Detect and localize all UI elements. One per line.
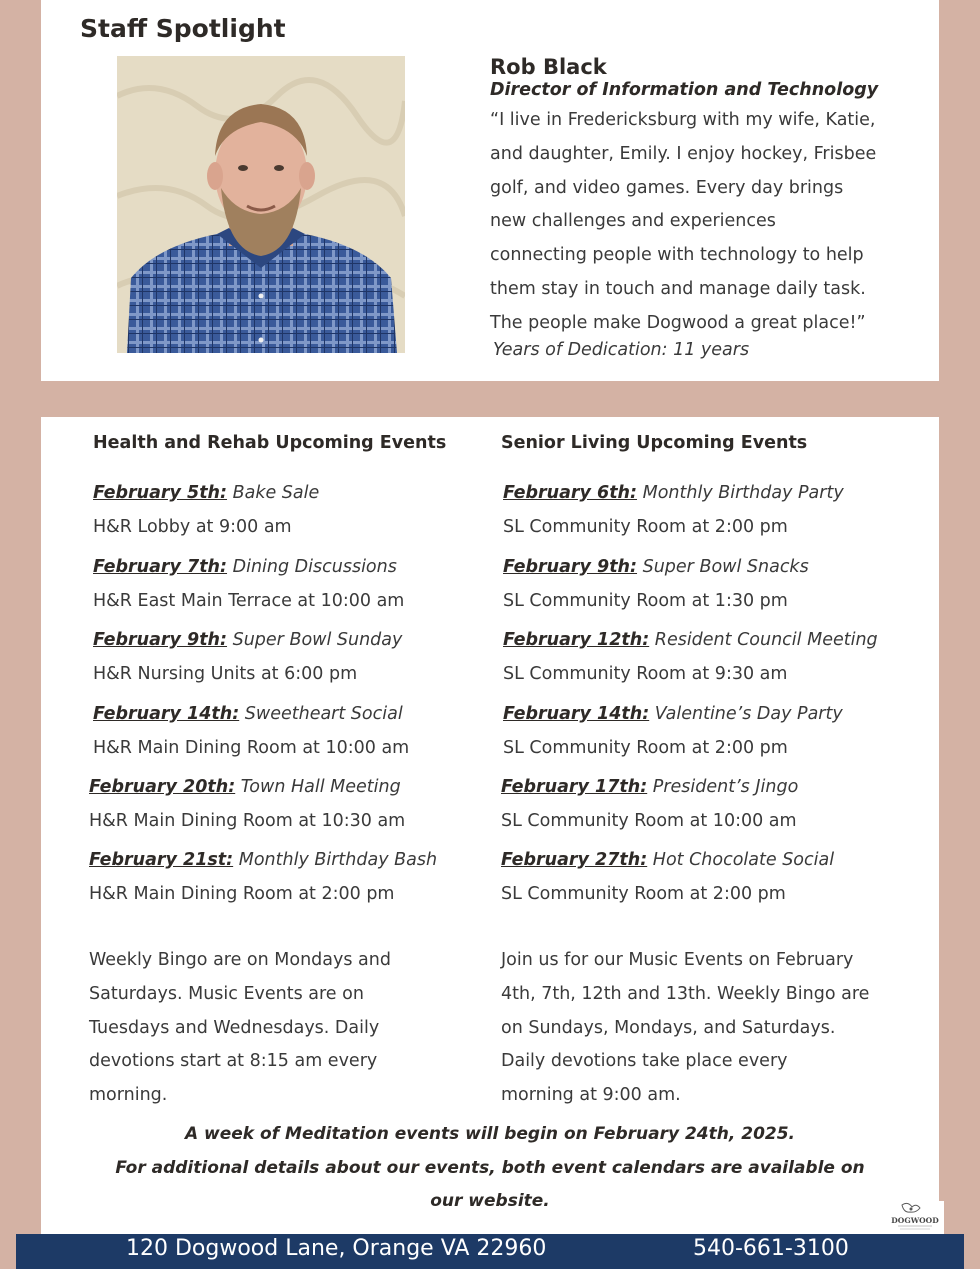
spotlight-heading: Staff Spotlight: [80, 14, 286, 43]
event-title: Resident Council Meeting: [654, 630, 878, 650]
quote-line: The people make Dogwood a great place!”: [490, 312, 866, 333]
logo-text: DOGWOOD: [891, 1216, 939, 1225]
event-title: Town Hall Meeting: [240, 777, 401, 797]
event-title: Valentine’s Day Party: [654, 704, 843, 724]
senior-living-heading: Senior Living Upcoming Events: [501, 433, 808, 453]
years-of-dedication: Years of Dedication: 11 years: [493, 340, 750, 360]
staff-role: Director of Information and Technology: [490, 80, 879, 100]
quote-line: them stay in touch and manage daily task.: [490, 278, 866, 299]
events-panel: [41, 417, 939, 1269]
event-detail: SL Community Room at 2:00 pm: [501, 883, 786, 904]
event-detail: SL Community Room at 2:00 pm: [503, 737, 788, 758]
event-title: Dining Discussions: [232, 557, 397, 577]
health-rehab-heading: Health and Rehab Upcoming Events: [93, 433, 447, 453]
event-date: February 9th:: [93, 630, 228, 650]
note-line: Join us for our Music Events on February: [501, 950, 854, 970]
event-date: February 14th:: [503, 704, 650, 724]
closing-line: our website.: [430, 1191, 550, 1211]
footer-phone[interactable]: 540-661-3100: [693, 1236, 849, 1261]
quote-line: golf, and video games. Every day brings: [490, 177, 844, 198]
event-date: February 17th:: [501, 777, 648, 797]
event-detail: H&R Nursing Units at 6:00 pm: [93, 663, 358, 684]
event-item: [503, 702, 843, 760]
quote-line: connecting people with technology to help: [490, 245, 864, 266]
staff-photo: [117, 56, 405, 353]
note-line: morning at 9:00 am.: [501, 1085, 681, 1106]
event-detail: H&R Lobby at 9:00 am: [93, 516, 292, 537]
staff-quote: [490, 104, 930, 341]
event-date: February 7th:: [93, 557, 228, 577]
event-date: February 21st:: [89, 850, 234, 870]
event-detail: H&R Main Dining Room at 10:00 am: [93, 737, 410, 758]
event-date: February 6th:: [503, 483, 638, 503]
note-line: 4th, 7th, 12th and 13th. Weekly Bingo are: [501, 983, 870, 1004]
event-item: [93, 481, 319, 539]
event-item: [503, 628, 878, 686]
note-line: Saturdays. Music Events are on: [89, 983, 364, 1004]
event-title: Monthly Birthday Bash: [238, 850, 438, 870]
closing-line: For additional details about our events, both event calendars are available on: [115, 1158, 865, 1178]
event-item: [93, 702, 409, 760]
staff-name: Rob Black: [490, 55, 607, 79]
event-detail: H&R East Main Terrace at 10:00 am: [93, 590, 405, 611]
quote-line: new challenges and experiences: [490, 211, 776, 232]
event-date: February 14th:: [93, 704, 240, 724]
event-title: Super Bowl Snacks: [642, 557, 809, 577]
event-date: February 12th:: [503, 630, 650, 650]
note-line: Weekly Bingo are on Mondays and: [89, 950, 391, 970]
quote-line: “I live in Fredericksburg with my wife, Katie,: [490, 110, 876, 130]
event-item: [501, 775, 798, 833]
note-line: devotions start at 8:15 am every: [89, 1051, 378, 1072]
event-item: [503, 555, 809, 613]
note-line: on Sundays, Mondays, and Saturdays.: [501, 1017, 836, 1038]
event-date: February 5th:: [93, 483, 228, 503]
event-detail: SL Community Room at 1:30 pm: [503, 590, 788, 611]
event-item: [89, 775, 405, 833]
event-detail: SL Community Room at 9:30 am: [503, 663, 788, 684]
event-title: Hot Chocolate Social: [652, 850, 835, 870]
closing-line: A week of Meditation events will begin on February 24th, 2025.: [184, 1124, 796, 1144]
footer-bar: [16, 1234, 964, 1269]
event-title: Super Bowl Sunday: [232, 630, 403, 650]
event-item: [501, 848, 834, 906]
event-detail: SL Community Room at 2:00 pm: [503, 516, 788, 537]
event-detail: SL Community Room at 10:00 am: [501, 810, 797, 831]
event-date: February 27th:: [501, 850, 648, 870]
event-date: February 9th:: [503, 557, 638, 577]
event-detail: H&R Main Dining Room at 10:30 am: [89, 810, 406, 831]
note-line: Tuesdays and Wednesdays. Daily: [89, 1017, 380, 1038]
dogwood-logo: [886, 1201, 944, 1234]
note-line: morning.: [89, 1085, 168, 1106]
event-title: Bake Sale: [232, 483, 320, 503]
event-detail: H&R Main Dining Room at 2:00 pm: [89, 883, 395, 904]
event-item: [503, 481, 844, 539]
senior-living-note: [501, 944, 901, 1113]
event-item: [93, 555, 404, 613]
staff-spotlight-panel: [41, 0, 939, 381]
health-rehab-note: [89, 944, 489, 1113]
quote-line: and daughter, Emily. I enjoy hockey, Frisbee: [490, 143, 877, 164]
event-title: President’s Jingo: [652, 777, 799, 797]
footer-address: 120 Dogwood Lane, Orange VA 22960: [126, 1236, 547, 1261]
event-title: Monthly Birthday Party: [642, 483, 844, 503]
note-line: Daily devotions take place every: [501, 1051, 788, 1072]
event-title: Sweetheart Social: [244, 704, 403, 724]
event-item: [93, 628, 402, 686]
event-date: February 20th:: [89, 777, 236, 797]
event-item: [89, 848, 437, 906]
